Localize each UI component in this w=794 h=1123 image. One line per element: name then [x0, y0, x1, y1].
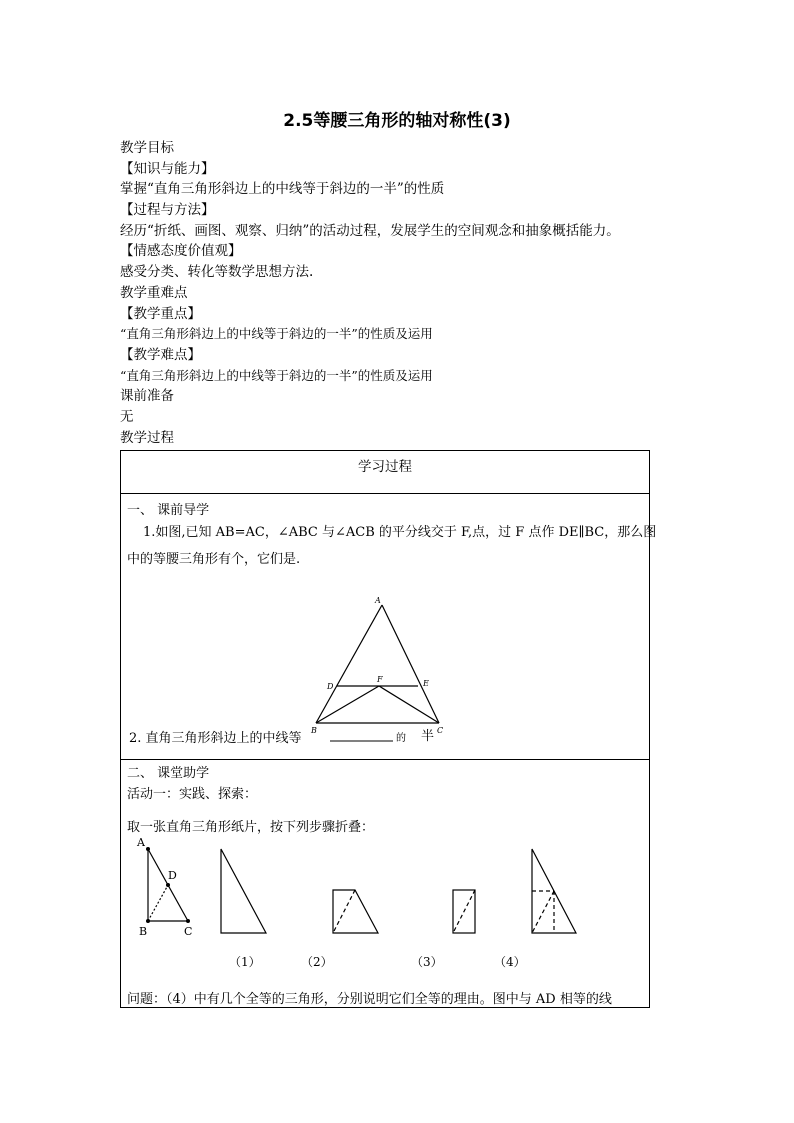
- prep-value: 无: [120, 408, 134, 425]
- table-header: 学习过程: [120, 450, 650, 494]
- difficult-heading: 【教学难点】: [120, 346, 201, 363]
- knowledge-text: 掌握“直角三角形斜边上的中线等于斜边的一半”的性质: [120, 181, 445, 198]
- step2-shape: [333, 890, 378, 933]
- step-label-1: （1）: [229, 955, 261, 969]
- question2-end: 半: [421, 729, 435, 744]
- label-a: A: [375, 596, 381, 605]
- question2-start: 2. 直角三角形斜边上的中线等: [129, 731, 302, 746]
- fold-label-d: D: [168, 869, 177, 882]
- label-d: D: [327, 682, 334, 691]
- fold-label-a: A: [137, 836, 145, 849]
- emotion-text: 感受分类、转化等数学思想方法.: [120, 264, 314, 281]
- goals-heading: 教学目标: [120, 140, 174, 156]
- section1-title: 一、 课前导学: [127, 503, 210, 518]
- question2-mid: 的: [396, 733, 406, 744]
- fold-label-b: B: [139, 925, 148, 938]
- folding-steps-figure: [121, 759, 649, 1006]
- answer-blank: [121, 493, 649, 758]
- process-title: 教学过程: [120, 429, 174, 446]
- label-e: E: [423, 679, 429, 688]
- question1-line2: 中的等腰三角形有个，它们是.: [127, 552, 301, 567]
- difficult-text: “直角三角形斜边上的中线等于斜边的一半”的性质及运用: [120, 367, 433, 383]
- key-difficult-heading: 教学重难点: [120, 284, 188, 301]
- prep-heading: 课前准备: [120, 388, 174, 405]
- key-text: “直角三角形斜边上的中线等于斜边的一半”的性质及运用: [120, 326, 433, 342]
- emotion-heading: 【情感态度价值观】: [120, 243, 242, 260]
- step3-shape: [453, 890, 475, 933]
- question-text: 问题：（4）中有几个全等的三角形，分别说明它们全等的理由。图中与 AD 相等的线: [127, 992, 612, 1007]
- question1-line1: 1.如图,已知 AB=AC，∠ABC 与∠ACB 的平分线交于 F,点，过 F 点作 DE∥BC，那么图: [143, 525, 657, 540]
- lesson-intro: [120, 138, 680, 448]
- label-c: C: [437, 726, 444, 735]
- fold-label-c: C: [184, 925, 193, 938]
- step-label-4: （4）: [494, 955, 526, 969]
- step1-shape: [221, 849, 266, 933]
- key-heading: 【教学重点】: [120, 305, 201, 322]
- label-b: B: [311, 726, 317, 735]
- section2-title: 二、 课堂助学: [127, 766, 210, 781]
- process-text: 经历“折纸、画图、观察、归纳”的活动过程，发展学生的空间观念和抽象概括能力。: [120, 222, 620, 239]
- process-heading: 【过程与方法】: [120, 202, 215, 219]
- page-title: 2.5等腰三角形的轴对称性(3): [283, 111, 511, 131]
- label-f: F: [377, 675, 383, 684]
- activity-title: 活动一：实践、探索：: [127, 787, 258, 802]
- step-label-2: （2）: [301, 955, 333, 969]
- knowledge-heading: 【知识与能力】: [120, 160, 215, 177]
- step-label-3: （3）: [411, 955, 443, 969]
- section-in-class: [120, 759, 650, 1008]
- section-pre-class: [120, 493, 657, 760]
- step4-shape: [532, 849, 576, 933]
- folding-instruction: 取一张直角三角形纸片，按下列步骤折叠：: [127, 820, 375, 835]
